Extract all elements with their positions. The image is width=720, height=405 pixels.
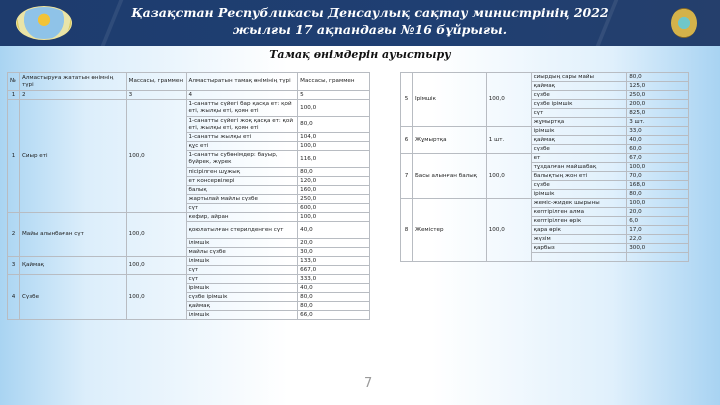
substitute-product: ет консервілері <box>186 177 298 186</box>
table-row <box>401 199 689 208</box>
replaced-mass: 1 шт. <box>486 127 531 154</box>
replaced-product: Жұмыртқа <box>412 127 486 154</box>
replaced-product: Қаймақ <box>19 257 126 275</box>
substitute-mass: 80,0 <box>298 168 370 177</box>
substitute-mass: 250,0 <box>627 91 689 100</box>
substitute-product: қаймақ <box>186 302 298 311</box>
row-number: 6 <box>401 127 413 154</box>
col-number: 4 <box>186 91 298 100</box>
substitute-mass: 104,0 <box>298 133 370 142</box>
substitute-mass: 600,0 <box>298 204 370 213</box>
substitute-mass: 133,0 <box>298 257 370 266</box>
substitute-mass: 70,0 <box>627 172 689 181</box>
substitute-mass: 40,0 <box>298 222 370 239</box>
substitute-mass: 120,0 <box>298 177 370 186</box>
substitute-mass: 80,0 <box>298 117 370 133</box>
header-title <box>120 4 620 38</box>
substitute-product: кептірілген өрік <box>531 217 627 226</box>
substitute-mass: 667,0 <box>298 266 370 275</box>
substitute-mass <box>627 253 689 262</box>
table-row <box>401 127 689 136</box>
substitute-product: ірімшік <box>531 190 627 199</box>
table-row <box>8 100 370 117</box>
table-row <box>8 257 370 266</box>
substitute-product: майлы сүзбе <box>186 248 298 257</box>
table-row <box>401 73 689 82</box>
substitute-product: сүт <box>186 204 298 213</box>
table-header-row <box>8 73 370 91</box>
replaced-product: Ірімшік <box>412 73 486 127</box>
replaced-mass: 100,0 <box>126 257 186 275</box>
substitute-mass: 168,0 <box>627 181 689 190</box>
substitute-mass: 125,0 <box>627 82 689 91</box>
header-title-line2: жылғы 17 ақпандағы №16 бұйрығы. <box>232 22 508 37</box>
replaced-mass: 100,0 <box>486 73 531 127</box>
table-row <box>8 275 370 284</box>
row-number: 7 <box>401 154 413 199</box>
substitute-product: сүзбе <box>531 181 627 190</box>
substitute-product: құс еті <box>186 142 298 151</box>
substitute-product: сүт <box>531 109 627 118</box>
substitute-mass: 100,0 <box>298 100 370 117</box>
replaced-mass: 100,0 <box>486 154 531 199</box>
substitute-mass: 116,0 <box>298 151 370 168</box>
substitute-product: қаймақ <box>531 136 627 145</box>
substitute-mass: 33,0 <box>627 127 689 136</box>
replaced-mass: 100,0 <box>126 100 186 213</box>
header-cell: Алмастыратын тамақ өнімінің түрі <box>186 73 298 91</box>
replaced-product: Сүзбе <box>19 275 126 320</box>
substitute-mass: 80,0 <box>627 73 689 82</box>
substitute-product: сүзбе ірімшік <box>186 293 298 302</box>
header-title-line1: Қазақстан Республикасы Денсаулық сақтау министрінің 2022 <box>131 5 609 20</box>
header-cell: № <box>8 73 20 91</box>
header-cell: Массасы, граммен <box>298 73 370 91</box>
header-banner <box>0 0 720 46</box>
state-emblem-icon <box>671 8 697 38</box>
row-number: 1 <box>8 100 20 213</box>
substitute-mass: 100,0 <box>298 213 370 222</box>
substitute-mass: 67,0 <box>627 154 689 163</box>
row-number: 5 <box>401 73 413 127</box>
substitute-product <box>531 253 627 262</box>
substitute-product: жұмыртқа <box>531 118 627 127</box>
substitute-mass: 17,0 <box>627 226 689 235</box>
row-number: 2 <box>8 213 20 257</box>
substitute-mass: 825,0 <box>627 109 689 118</box>
substitute-product: қаймақ <box>531 82 627 91</box>
substitute-product: қоюлатылған стерилденген сүт <box>186 222 298 239</box>
substitute-product: сүт <box>186 275 298 284</box>
row-number: 4 <box>8 275 20 320</box>
substitute-product: балық <box>186 186 298 195</box>
substitute-product: ілімшік <box>186 311 298 320</box>
substitute-mass: 333,0 <box>298 275 370 284</box>
substitute-product: ірімшік <box>186 284 298 293</box>
substitute-product: сүзбе <box>531 145 627 154</box>
substitute-product: тұздалған майшабақ <box>531 163 627 172</box>
replaced-product: Сиыр еті <box>19 100 126 213</box>
col-number: 2 <box>19 91 126 100</box>
substitute-product: жеміс-жидек шырыны <box>531 199 627 208</box>
row-number: 3 <box>8 257 20 275</box>
substitute-mass: 160,0 <box>298 186 370 195</box>
substitute-mass: 6,0 <box>627 217 689 226</box>
header-cell: Массасы, граммен <box>126 73 186 91</box>
substitute-mass: 20,0 <box>627 208 689 217</box>
substitute-product: 1-санатты жылқы еті <box>186 133 298 142</box>
substitute-product: 1-санатты сүйегі жоқ қасқа ет: қой еті, жылқы еті, қоян еті <box>186 117 298 133</box>
page-subtitle: Тамақ өнімдерін ауыстыру <box>269 48 451 61</box>
substitute-mass: 80,0 <box>298 293 370 302</box>
substitute-mass: 20,0 <box>298 239 370 248</box>
substitute-product: жартылай майлы сүзбе <box>186 195 298 204</box>
substitute-mass: 60,0 <box>627 145 689 154</box>
substitute-mass: 40,0 <box>298 284 370 293</box>
substitute-mass: 250,0 <box>298 195 370 204</box>
header-cell: Алмастыруға жататын өнімнің түрі <box>19 73 126 91</box>
substitute-mass: 100,0 <box>298 142 370 151</box>
col-number: 1 <box>8 91 20 100</box>
substitute-mass: 100,0 <box>627 163 689 172</box>
substitute-mass: 22,0 <box>627 235 689 244</box>
left-substitution-table <box>7 72 370 320</box>
substitute-product: сиырдың сары майы <box>531 73 627 82</box>
emblem-logo-icon <box>16 6 72 40</box>
substitute-product: қара өрік <box>531 226 627 235</box>
substitute-mass: 80,0 <box>298 302 370 311</box>
row-number: 8 <box>401 199 413 262</box>
substitute-product: сүзбе ірімшік <box>531 100 627 109</box>
substitute-mass: 200,0 <box>627 100 689 109</box>
substitute-product: сүзбе <box>531 91 627 100</box>
replaced-product: Жемістер <box>412 199 486 262</box>
col-number: 5 <box>298 91 370 100</box>
substitute-product: ілімшік <box>186 257 298 266</box>
substitute-mass: 3 шт. <box>627 118 689 127</box>
table-row <box>8 213 370 222</box>
replaced-product: Майы алынбаған сүт <box>19 213 126 257</box>
substitute-product: қарбыз <box>531 244 627 253</box>
table-row <box>401 154 689 163</box>
replaced-mass: 100,0 <box>126 213 186 257</box>
substitute-product: 1-санатты сүйегі бар қасқа ет: қой еті, жылқы еті, қоян еті <box>186 100 298 117</box>
substitute-product: ірімшік <box>531 127 627 136</box>
right-substitution-table <box>400 72 689 262</box>
col-number: 3 <box>126 91 186 100</box>
column-number-row <box>8 91 370 100</box>
substitute-product: кефир, айран <box>186 213 298 222</box>
substitute-product: ілімшік <box>186 239 298 248</box>
page-number: 7 <box>364 376 373 391</box>
substitute-mass: 100,0 <box>627 199 689 208</box>
substitute-mass: 40,0 <box>627 136 689 145</box>
replaced-mass: 100,0 <box>126 275 186 320</box>
substitute-mass: 80,0 <box>627 190 689 199</box>
substitute-product: сүт <box>186 266 298 275</box>
substitute-mass: 66,0 <box>298 311 370 320</box>
replaced-product: Басы алынған балық <box>412 154 486 199</box>
substitute-mass: 30,0 <box>298 248 370 257</box>
substitute-product: жүзім <box>531 235 627 244</box>
substitute-mass: 300,0 <box>627 244 689 253</box>
substitute-product: 1-санатты субөнімдер: бауыр, бүйрек, жүрек <box>186 151 298 168</box>
substitute-product: пісірілген шұжық <box>186 168 298 177</box>
substitute-product: балықтың жон еті <box>531 172 627 181</box>
substitute-product: кептірілген алма <box>531 208 627 217</box>
replaced-mass: 100,0 <box>486 199 531 262</box>
substitute-product: ет <box>531 154 627 163</box>
